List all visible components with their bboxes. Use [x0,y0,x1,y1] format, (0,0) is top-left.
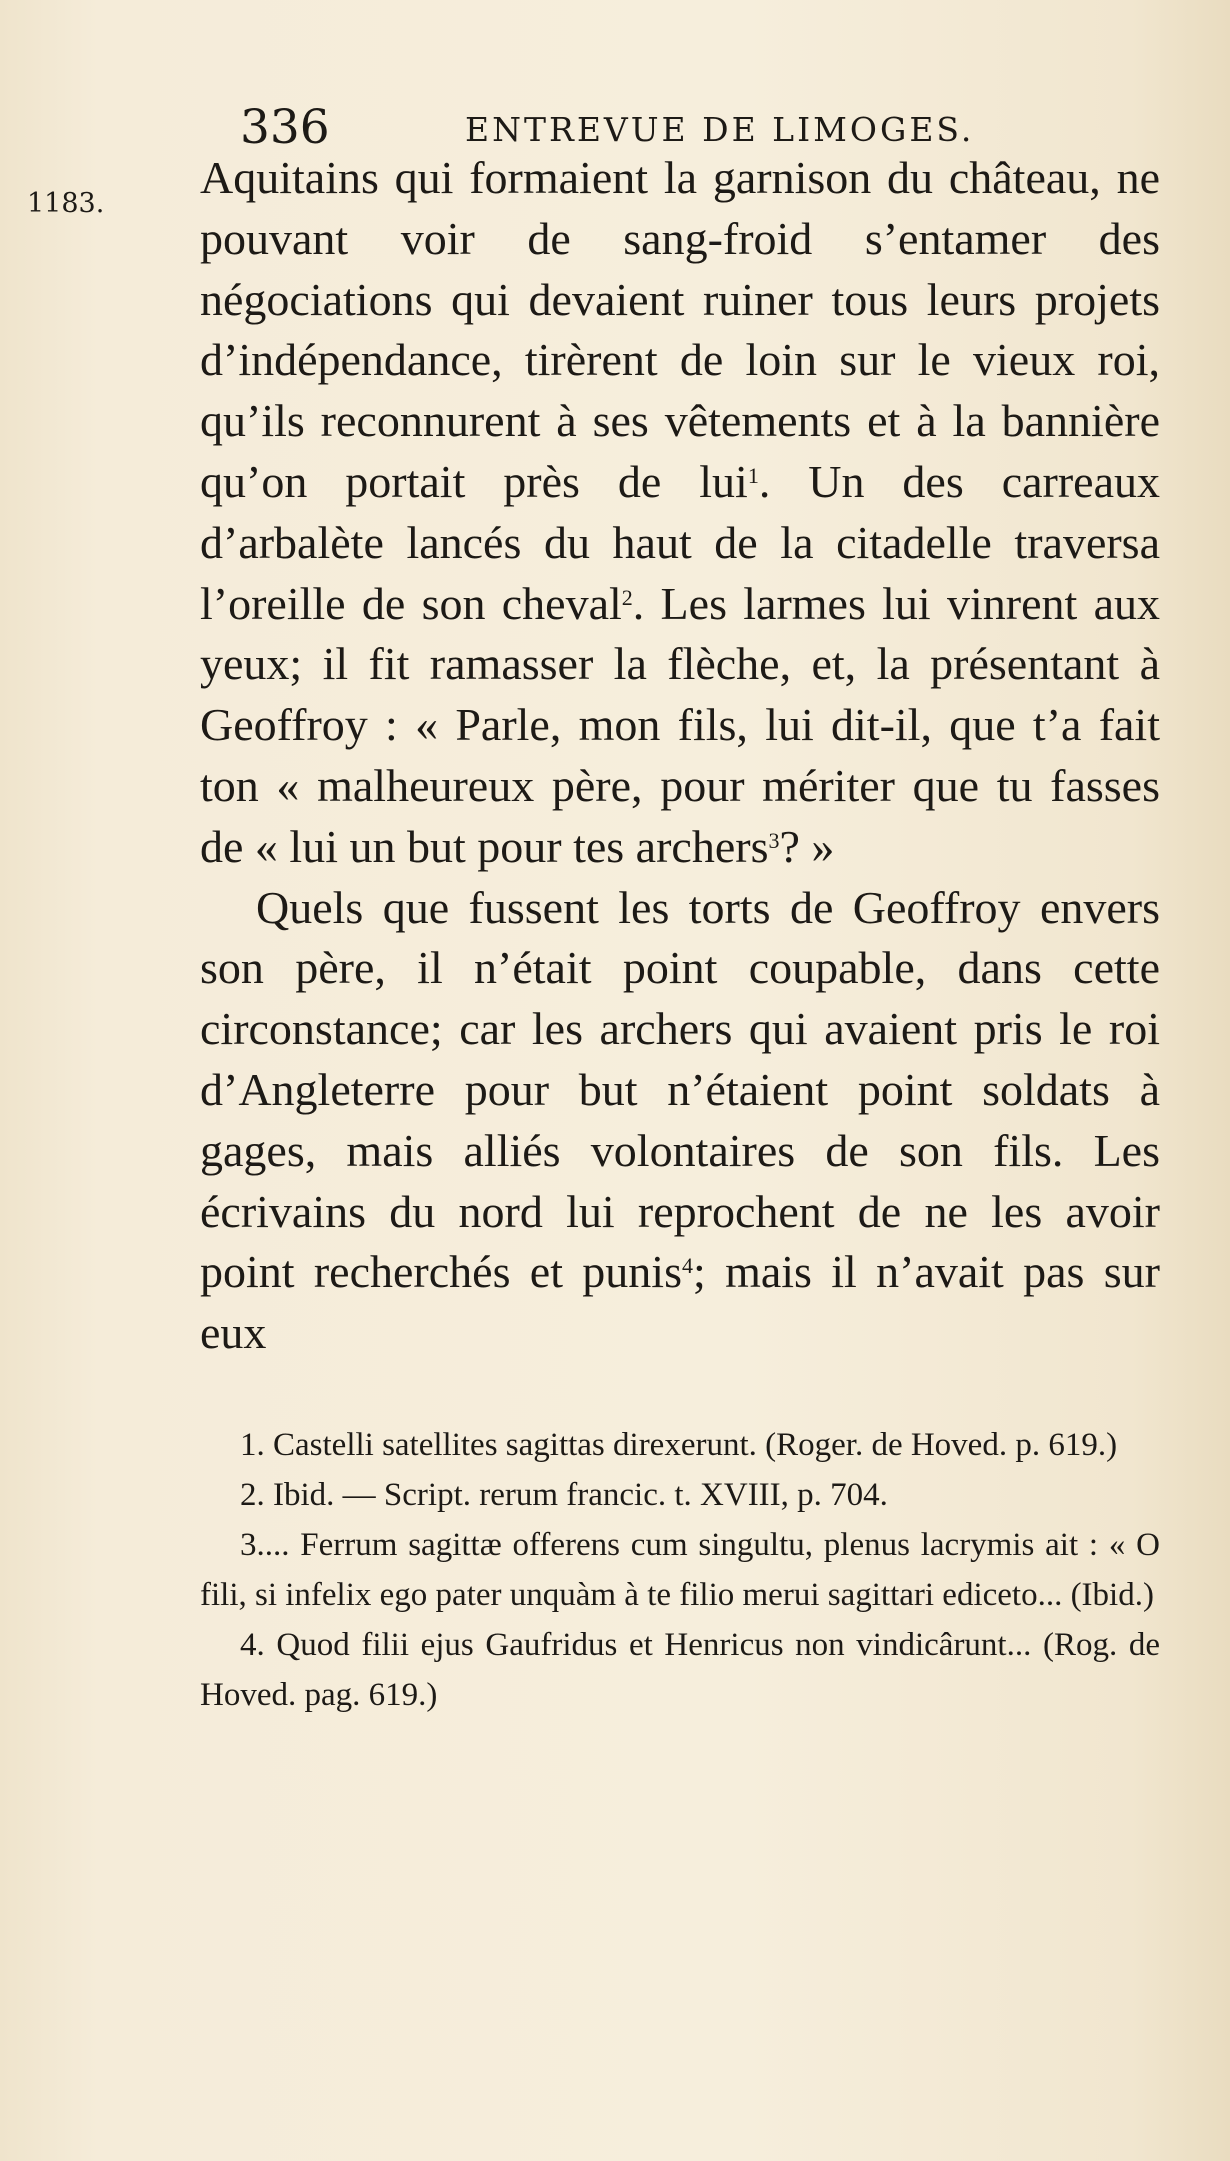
footnote: 4. Quod filii ejus Gaufridus et Henricus non vindicârunt... (Rog. de Hoved. pag. 619.) [200,1627,1160,1713]
footnote-marker: 2 [621,584,633,610]
footnote-marker: 4 [681,1253,693,1279]
footnote: 3.... Ferrum sagittæ offerens cum singultu, plenus lacrymis ait : « O fili, si infelix ego pater unquàm à te filio merui sagittari ediceto... (Ibid.) [200,1527,1160,1613]
paragraph-text: ; mais il n’avait pas sur eux [200,1246,1160,1359]
footnote-marker: 3 [768,827,780,853]
body-text [200,148,1160,1364]
footnote: 2. Ibid. — Script. rerum francic. t. XVIII, p. 704. [240,1477,888,1513]
paragraph-text: ? » [779,820,835,872]
running-title: ENTREVUE DE LIMOGES. [465,110,975,149]
page-number: 336 [240,100,330,155]
paragraph [200,148,1160,878]
paragraph-text: Aquitains qui formaient la garnison du château, ne pouvant voir de sang-froid s’entamer des négociations qui devaient ruiner tous leurs projets d’indépendance, tirèrent de loin sur le vieux roi, qu’ils reconnurent à ses vêtements et à la bannière qu’on portait près de lui [200,152,1160,507]
margin-year: 1183. [27,188,105,219]
paragraph-text: . Un des carreaux d’arbalète lancés du haut de la citadelle traversa l’oreille de son cheval [200,455,1161,629]
footnote: 1. Castelli satellites sagittas direxerunt. (Roger. de Hoved. p. 619.) [240,1427,1118,1463]
footnotes [200,1420,1160,1720]
paragraph-text: Quels que fussent les torts de Geoffroy envers son père, il n’était point coupable, dans cette circonstance; car les archers qui avaient pris le roi d’Angleterre pour but n’étaient point soldats à gages, mais alliés volontaires de son fils. Les écrivains du nord lui reprochent de ne les avoir point recherchés et punis [200,881,1160,1298]
paragraph [200,878,1160,1364]
footnote-marker: 1 [747,462,759,488]
paragraph-text: . Les larmes lui vinrent aux yeux; il fit ramasser la flèche, et, la présentant à Geoffroy : « Parle, mon fils, lui dit-il, que t’a fait ton « malheureux père, pour mériter que tu fasses de « lui un but pour tes archers [200,577,1160,872]
